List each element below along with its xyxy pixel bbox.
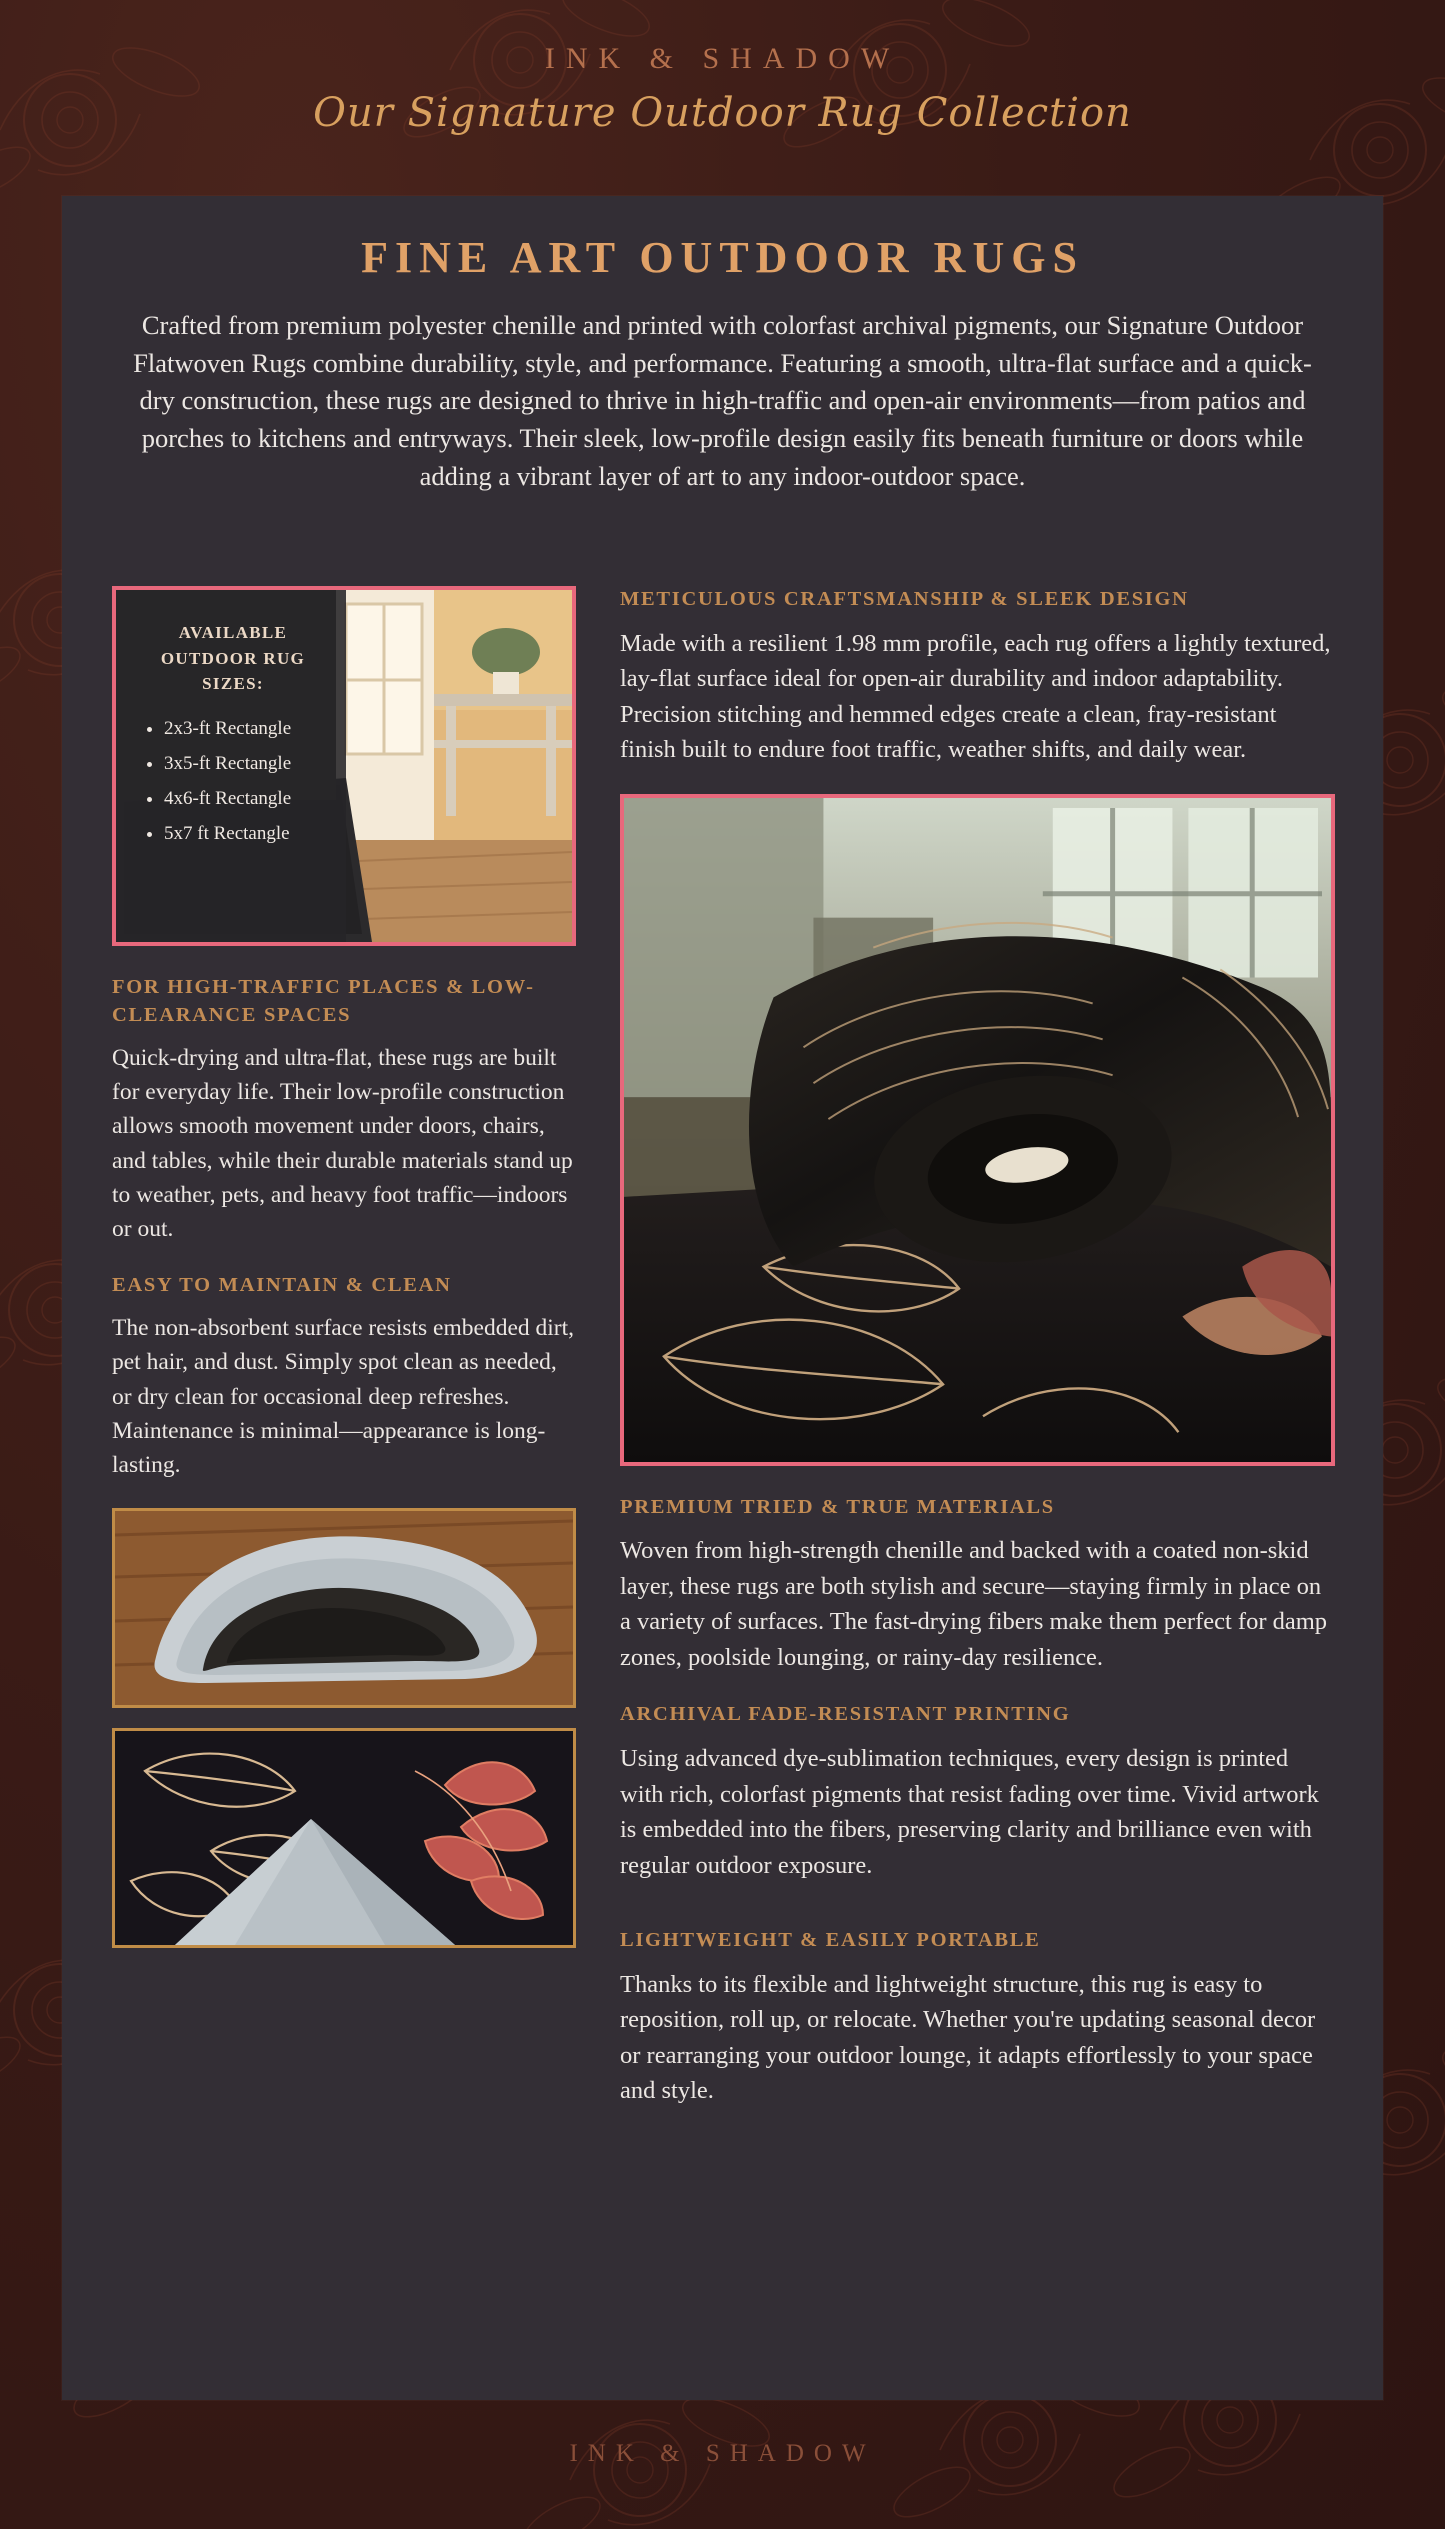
intro-paragraph: Crafted from premium polyester chenille and printed with colorfast archival pigments, our Signature Outdoor Flatwoven Rugs combine durability, style, and performance. Featuring a smooth, ultra-flat surface and a quick-dry construction, these rugs are designed to thrive in high-traffic and open-air environments—from patios and porches to kitchens and entryways. Their sleek, low-profile design easily fits beneath furniture or doors while adding a vibrant layer of art to any indoor-outdoor space. bbox=[133, 310, 1312, 491]
list-item: • 3x5-ft Rectangle bbox=[164, 746, 328, 781]
left-column bbox=[112, 586, 576, 1948]
list-item: • 5x7 ft Rectangle bbox=[164, 816, 328, 851]
rug-folded-corner-photo bbox=[112, 1728, 576, 1948]
section-heading-portable: LIGHTWEIGHT & EASILY PORTABLE bbox=[620, 1929, 1041, 1952]
header-tagline: Our Signature Outdoor Rug Collection bbox=[313, 90, 1132, 136]
section-body-high-traffic: Quick-drying and ultra-flat, these rugs are built for everyday life. Their low-profile construction allows smooth movement under doors, chairs, and tables, while their durable materials stand up to weather, pets, and heavy foot traffic—indoors or out. bbox=[112, 1045, 573, 1242]
list-item: • 2x3-ft Rectangle bbox=[164, 711, 328, 746]
section-heading-high-traffic: FOR HIGH-TRAFFIC PLACES & LOW-CLEARANCE SPACES bbox=[112, 976, 535, 1026]
section-heading-materials: PREMIUM TRIED & TRUE MATERIALS bbox=[620, 1495, 1055, 1518]
content-card bbox=[62, 196, 1383, 2400]
page-header bbox=[0, 0, 1445, 196]
section-body-craftsmanship: Made with a resilient 1.98 mm profile, each rug offers a lightly textured, lay-flat surface ideal for open-air durability and indoor adaptability. Precision stitching and hemmed edges create a clean, fray-resistant finish built to endure foot traffic, weather shifts, and daily wear. bbox=[620, 629, 1331, 764]
section-heading-maintain: EASY TO MAINTAIN & CLEAN bbox=[112, 1273, 452, 1296]
rug-sizes-heading: AVAILABLE OUTDOOR RUG SIZES: bbox=[160, 623, 306, 693]
page-title: FINE ART OUTDOOR RUGS bbox=[361, 233, 1084, 282]
section-body-maintain: The non-absorbent surface resists embedded dirt, pet hair, and dust. Simply spot clean as needed, or dry clean for occasional deep refreshes. Maintenance is minimal—appearance is long-lasting. bbox=[112, 1315, 575, 1478]
list-item: • 4x6-ft Rectangle bbox=[164, 781, 328, 816]
section-heading-craftsmanship: METICULOUS CRAFTSMANSHIP & SLEEK DESIGN bbox=[620, 588, 1189, 610]
section-heading-printing: ARCHIVAL FADE-RESISTANT PRINTING bbox=[620, 1703, 1071, 1726]
rolled-rug-photo bbox=[620, 794, 1335, 1466]
brand-wordmark: INK & SHADOW bbox=[544, 42, 901, 75]
rug-sizes-photo bbox=[112, 586, 576, 946]
section-body-printing: Using advanced dye-sublimation techniques, every design is printed with rich, colorfast pigments that resist fading over time. Vivid artwork is embedded into the fibers, preserving clarity and brilliance even with regular outdoor exposure. bbox=[620, 1745, 1319, 1879]
section-body-portable: Thanks to its flexible and lightweight structure, this rug is easy to reposition, roll up, or relocate. Whether you're updating seasonal decor or rearranging your outdoor lounge, it adapts effortlessly to your space and style. bbox=[620, 1970, 1316, 2105]
page-footer: INK & SHADOW bbox=[569, 2440, 876, 2467]
rug-backing-photo bbox=[112, 1508, 576, 1708]
right-column bbox=[620, 586, 1335, 2135]
rug-sizes-overlay bbox=[116, 590, 346, 942]
section-body-materials: Woven from high-strength chenille and backed with a coated non-skid layer, these rugs are both stylish and secure—staying firmly in place on a variety of surfaces. The fast-drying fibers make them perfect for damp zones, poolside lounging, or rainy-day resilience. bbox=[620, 1537, 1328, 1671]
rug-sizes-list bbox=[138, 711, 328, 852]
